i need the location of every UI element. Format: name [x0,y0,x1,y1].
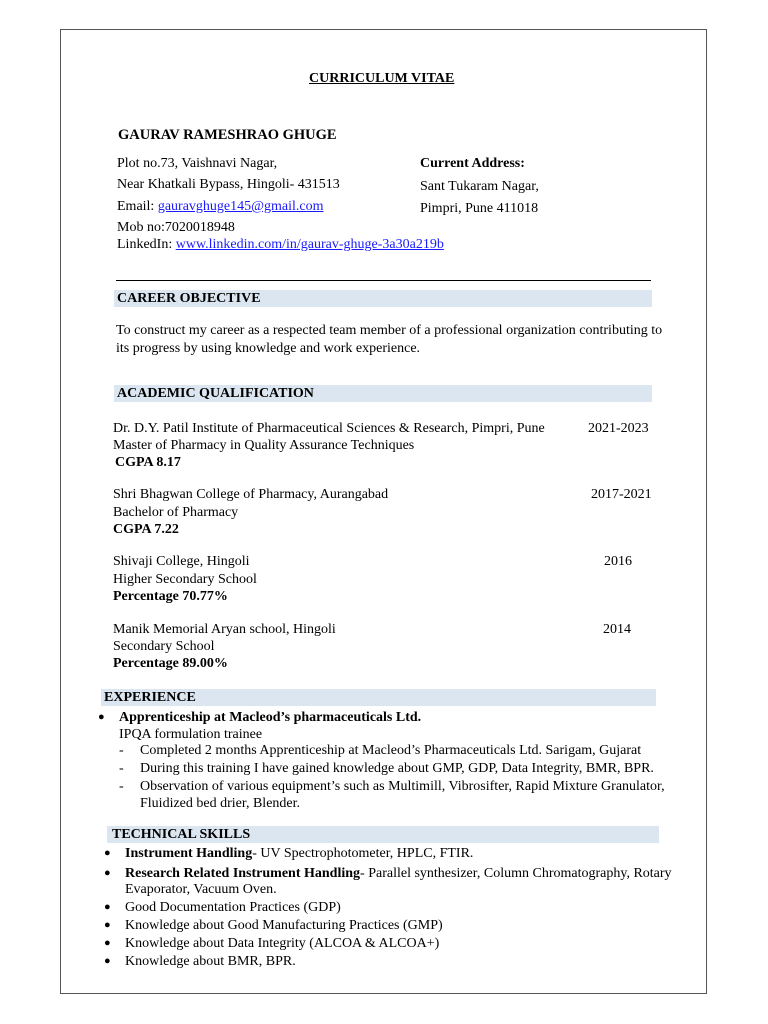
skill-item-text: - UV Spectrophotometer, HPLC, FTIR. [252,846,474,861]
email-row [117,198,324,215]
experience-band [101,689,656,706]
academic-score: CGPA 8.17 [115,455,181,470]
experience-point: During this training I have gained knowledge about GMP, GDP, Data Integrity, BMR, BPR. [140,761,654,776]
academic-degree: Secondary School [113,639,215,654]
academic-year: 2017-2021 [591,487,652,502]
academic-institute: Dr. D.Y. Patil Institute of Pharmaceutical Sciences & Research, Pimpri, Pune [113,421,545,436]
experience-point-continued: Fluidized bed drier, Blender. [140,796,301,811]
email-link[interactable]: gauravghuge145@gmail.com [157,199,324,214]
skill-item: Knowledge about BMR, BPR. [125,954,296,969]
current-address-heading: Current Address: [420,156,525,171]
current-address-line2: Pimpri, Pune 411018 [420,201,539,216]
dash-bullet-icon: - [119,761,124,776]
document-title: CURRICULUM VITAE [309,71,455,86]
bullet-icon: ● [104,847,111,859]
permanent-address-line1: Plot no.73, Vaishnavi Nagar, [117,156,278,171]
career-objective-band [114,290,652,307]
technical-skills-heading: TECHNICAL SKILLS [112,827,251,842]
experience-point: Observation of various equipment’s such as Multimill, Vibrosifter, Rapid Mixture Granulator, [140,779,665,794]
skill-item-text: - Parallel synthesizer, Column Chromatography, Rotary [360,866,672,881]
academic-score: Percentage 70.77% [113,589,228,604]
academic-degree: Bachelor of Pharmacy [113,505,239,520]
academic-band [114,385,652,402]
skill-item-bold: Research Related Instrument Handling [125,866,361,881]
current-address-line1: Sant Tukaram Nagar, [420,179,539,194]
academic-score: Percentage 89.00% [113,656,228,671]
skill-item [125,845,473,862]
skill-item: Knowledge about Good Manufacturing Practices (GMP) [125,918,443,933]
bullet-icon: ● [104,919,111,931]
skill-item-continued: Evaporator, Vacuum Oven. [125,882,277,897]
career-objective-line2: its progress by using knowledge and work experience. [116,341,421,356]
academic-institute: Shri Bhagwan College of Pharmacy, Aurangabad [113,487,389,502]
skill-item: Knowledge about Data Integrity (ALCOA & ALCOA+) [125,936,440,951]
bullet-icon: ● [104,901,111,913]
email-label: Email: [117,199,158,214]
career-objective-heading: CAREER OBJECTIVE [117,291,261,306]
experience-role: Apprenticeship at Macleod’s pharmaceuticals Ltd. [119,710,422,725]
academic-institute: Shivaji College, Hingoli [113,554,250,569]
linkedin-label: LinkedIn: [117,237,176,252]
experience-heading: EXPERIENCE [104,690,196,705]
skill-item-bold: Instrument Handling [125,846,253,861]
dash-bullet-icon: - [119,743,124,758]
skill-item: Good Documentation Practices (GDP) [125,900,341,915]
bullet-icon: ● [104,937,111,949]
technical-skills-band [107,826,659,843]
academic-institute: Manik Memorial Aryan school, Hingoli [113,622,336,637]
academic-heading: ACADEMIC QUALIFICATION [117,386,314,401]
academic-year: 2016 [604,554,632,569]
academic-score: CGPA 7.22 [113,522,179,537]
header-divider [116,280,651,281]
candidate-name: GAURAV RAMESHRAO GHUGE [118,127,337,143]
mobile-number: Mob no:7020018948 [117,220,235,235]
experience-point: Completed 2 months Apprenticeship at Macleod’s Pharmaceuticals Ltd. Sarigam, Gujarat [140,743,642,758]
academic-year: 2014 [603,622,631,637]
bullet-icon: ● [104,955,111,967]
career-objective-line1: To construct my career as a respected team member of a professional organization contributing to [116,323,663,338]
skill-item [125,865,672,882]
linkedin-link[interactable]: www.linkedin.com/in/gaurav-ghuge-3a30a219b [175,237,444,252]
linkedin-row [117,236,444,253]
dash-bullet-icon: - [119,779,124,794]
permanent-address-line2: Near Khatkali Bypass, Hingoli- 431513 [117,177,340,192]
bullet-icon: ● [104,867,111,879]
experience-position: IPQA formulation trainee [119,727,263,742]
academic-degree: Master of Pharmacy in Quality Assurance Techniques [113,438,415,453]
academic-degree: Higher Secondary School [113,572,257,587]
academic-year: 2021-2023 [588,421,649,436]
bullet-icon: ● [98,711,105,723]
